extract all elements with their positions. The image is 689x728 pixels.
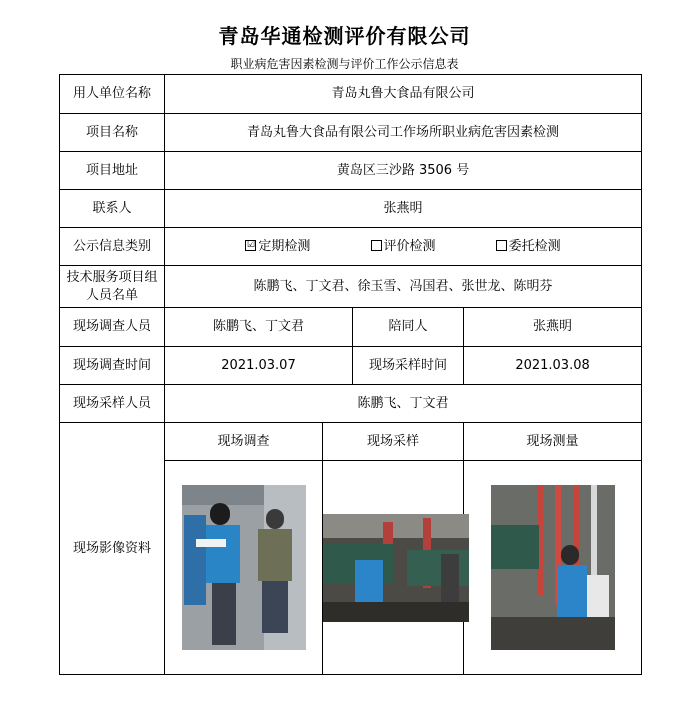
row-project xyxy=(60,114,642,152)
sampling-time-value: 2021.03.08 xyxy=(464,347,642,385)
address-label: 项目地址 xyxy=(60,152,165,190)
row-times xyxy=(60,347,642,385)
checkbox-checked-icon: ☑ xyxy=(246,239,255,250)
checkbox-empty-icon xyxy=(496,240,507,251)
survey-time-label: 现场调查时间 xyxy=(60,347,165,385)
team-label: 技术服务项目组人员名单 xyxy=(60,266,165,308)
measurement-photo xyxy=(491,485,615,650)
row-employer xyxy=(60,75,642,114)
project-value: 青岛丸鲁大食品有限公司工作场所职业病危害因素检测 xyxy=(165,114,642,152)
employer-value: 青岛丸鲁大食品有限公司 xyxy=(165,75,642,114)
option-label: 评价检测 xyxy=(383,238,436,254)
photo-cell-survey xyxy=(165,461,323,675)
survey-staff-label: 现场调查人员 xyxy=(60,308,165,347)
address-value: 黄岛区三沙路 3506 号 xyxy=(165,152,642,190)
image-header-survey: 现场调查 xyxy=(165,423,323,461)
row-image-headers xyxy=(60,423,642,461)
checkbox-empty-icon xyxy=(371,240,382,251)
category-option-commissioned xyxy=(496,238,561,256)
row-sampling-staff xyxy=(60,385,642,423)
row-team xyxy=(60,266,642,308)
images-label: 现场影像资料 xyxy=(60,423,165,675)
team-value: 陈鹏飞、丁文君、徐玉雪、冯国君、张世龙、陈明芬 xyxy=(165,266,642,308)
info-table xyxy=(59,74,642,675)
survey-photo xyxy=(182,485,306,650)
sampling-photo xyxy=(323,514,469,622)
accompany-value: 张燕明 xyxy=(464,308,642,347)
employer-label: 用人单位名称 xyxy=(60,75,165,114)
category-label: 公示信息类别 xyxy=(60,228,165,266)
photo-cell-measurement xyxy=(464,461,642,675)
option-label: 委托检测 xyxy=(508,238,561,254)
row-survey-staff xyxy=(60,308,642,347)
category-option-periodic xyxy=(245,238,310,256)
sampling-staff-value: 陈鹏飞、丁文君 xyxy=(165,385,642,423)
document-title: 青岛华通检测评价有限公司 xyxy=(218,24,471,48)
image-header-sampling: 现场采样 xyxy=(323,423,464,461)
project-label: 项目名称 xyxy=(60,114,165,152)
survey-staff-value: 陈鹏飞、丁文君 xyxy=(165,308,353,347)
row-category xyxy=(60,228,642,266)
option-label: 定期检测 xyxy=(258,238,311,254)
survey-time-value: 2021.03.07 xyxy=(165,347,353,385)
category-options xyxy=(165,228,642,266)
sampling-time-label: 现场采样时间 xyxy=(353,347,464,385)
row-contact xyxy=(60,190,642,228)
contact-label: 联系人 xyxy=(60,190,165,228)
category-option-evaluation xyxy=(371,238,436,256)
contact-value: 张燕明 xyxy=(165,190,642,228)
image-header-measurement: 现场测量 xyxy=(464,423,642,461)
accompany-label: 陪同人 xyxy=(353,308,464,347)
photo-cell-sampling xyxy=(323,461,464,675)
document-subtitle: 职业病危害因素检测与评价工作公示信息表 xyxy=(230,57,459,71)
row-address xyxy=(60,152,642,190)
sampling-staff-label: 现场采样人员 xyxy=(60,385,165,423)
